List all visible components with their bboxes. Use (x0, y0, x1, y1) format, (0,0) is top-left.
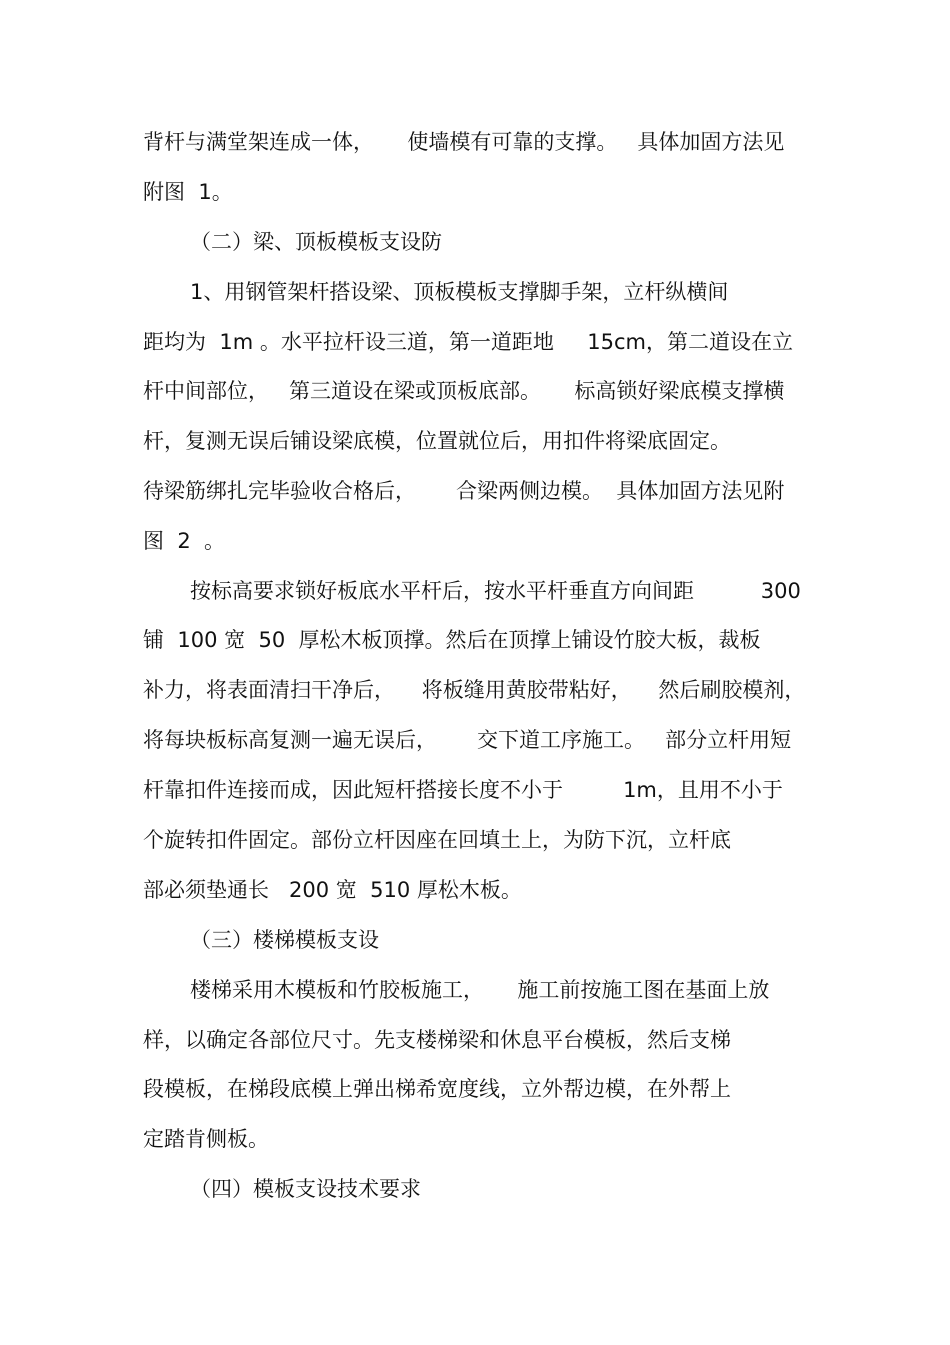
text-line: 补力，将表面清扫干净后， 将板缝用黄胶带粘好， 然后刷胶模剂， (143, 678, 806, 702)
text-line: 背杆与满堂架连成一体， 使墙模有可靠的支撑。 具体加固方法见 (143, 130, 785, 154)
text-line: 1、用钢管架杆搭设梁、顶板模板支撑脚手架，立杆纵横间 (190, 280, 729, 304)
text-line: 杆靠扣件连接而成，因此短杆搭接长度不小于 1m，且用不小于 (143, 778, 783, 802)
text-line: 铺 100 宽 50 厚松木板顶撑。然后在顶撑上铺设竹胶大板，裁板 (143, 628, 761, 652)
text-line: 按标高要求锁好板底水平杆后，按水平杆垂直方向间距 300 (190, 579, 801, 603)
text-line: 杆，复测无误后铺设梁底模，位置就位后，用扣件将梁底固定。 (143, 429, 731, 453)
text-line: 楼梯采用木模板和竹胶板施工， 施工前按施工图在基面上放 (190, 978, 770, 1002)
section-heading: （四）模板支设技术要求 (190, 1177, 421, 1201)
section-heading: （三）楼梯模板支设 (190, 928, 379, 952)
text-line: 附图 1。 (143, 180, 233, 204)
text-line: 段模板，在梯段底模上弹出梯希宽度线，立外帮边模，在外帮上 (143, 1077, 731, 1101)
text-line: 图 2 。 (143, 529, 226, 553)
text-line: 将每块板标高复测一遍无误后， 交下道工序施工。 部分立杆用短 (143, 728, 792, 752)
text-line: 杆中间部位， 第三道设在梁或顶板底部。 标高锁好梁底模支撑横 (143, 379, 785, 403)
section-heading: （二）梁、顶板模板支设防 (190, 230, 442, 254)
text-line: 待梁筋绑扎完毕验收合格后， 合梁两侧边模。 具体加固方法见附 (143, 479, 785, 503)
text-line: 距均为 1m 。水平拉杆设三道，第一道距地 15cm，第二道设在立 (143, 330, 793, 354)
text-line: 个旋转扣件固定。部份立杆因座在回填土上，为防下沉，立杆底 (143, 828, 731, 852)
text-line: 样，以确定各部位尺寸。先支楼梯梁和休息平台模板，然后支梯 (143, 1028, 731, 1052)
text-line: 部必须垫通长 200 宽 510 厚松木板。 (143, 878, 522, 902)
text-line: 定踏肯侧板。 (143, 1127, 269, 1151)
